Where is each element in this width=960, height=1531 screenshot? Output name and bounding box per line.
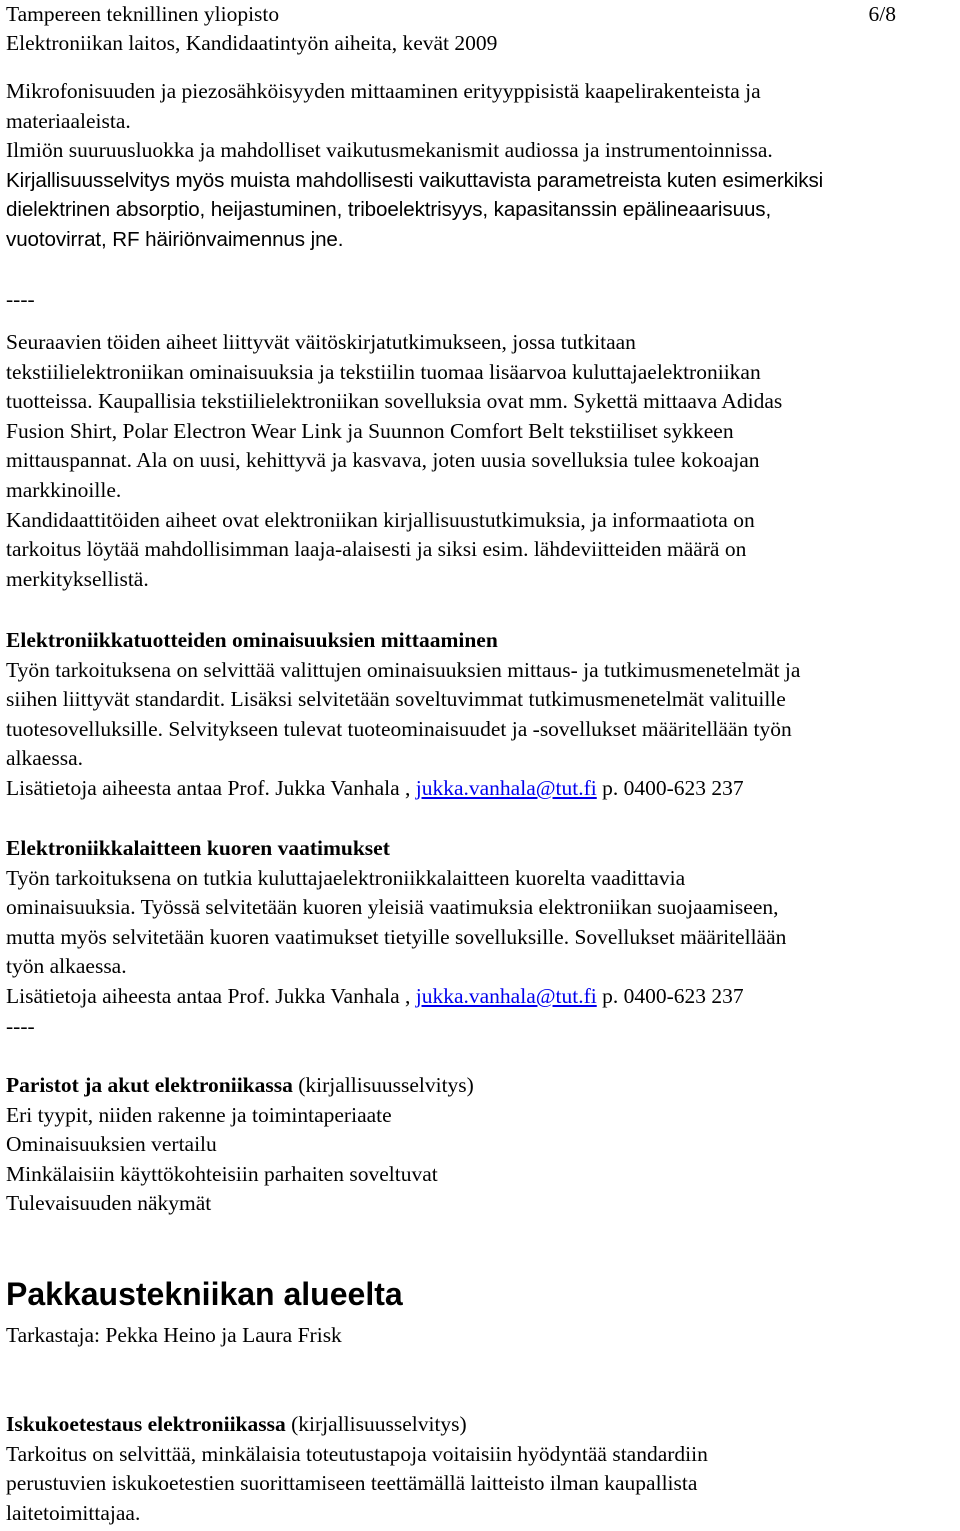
paragraph-line: Fusion Shirt, Polar Electron Wear Link ja Suunnon Comfort Belt tekstiiliset sykkeen — [6, 418, 734, 443]
phone-text: p. 0400-623 237 — [596, 775, 744, 800]
institution-name: Tampereen teknillinen yliopisto — [6, 2, 280, 26]
paragraph-line: alkaessa. — [6, 746, 84, 771]
microphone-topic — [6, 77, 823, 255]
paragraph-line: siihen liittyvät standardit. Lisäksi selvitetään soveltuvimmat tutkimusmenetelmät valituille — [6, 687, 786, 712]
paragraph-line: perustuvien iskukoetestien suorittamiseen teettämällä laitteisto ilman kaupallista — [6, 1471, 698, 1496]
separator: ---- — [6, 1013, 35, 1038]
contact-text: Lisätietoja aiheesta antaa Prof. Jukka Vanhala , — [6, 983, 416, 1008]
separator: ---- — [6, 287, 35, 311]
paragraph-line: Tarkoitus on selvittää, minkälaisia toteutustapoja voitaisiin hyödyntää standardiin — [6, 1441, 708, 1466]
paragraph-line: Kandidaattitöiden aiheet ovat elektroniikan kirjallisuustutkimuksia, ja informaatiota on — [6, 507, 755, 532]
topic-type: (kirjallisuusselvitys) — [285, 1412, 467, 1436]
paragraph-line: tarkoitus löytää mahdollisimman laaja-alaisesti ja siksi esim. lähdeviitteiden määrä on — [6, 537, 747, 562]
paragraph-line: merkityksellistä. — [6, 566, 149, 591]
topic-title: Paristot ja akut elektroniikassa — [6, 1073, 293, 1097]
intro-paragraph — [6, 328, 782, 594]
list-item: Ominaisuuksien vertailu — [6, 1132, 217, 1157]
paragraph-line: markkinoille. — [6, 477, 122, 502]
paragraph-line: Ilmiön suuruusluokka ja mahdolliset vaikutusmekanismit audiossa ja instrumentoinnissa. — [6, 138, 773, 163]
paragraph-line: Kirjallisuusselvitys myös muista mahdollisesti vaikuttavista parametreista kuten esimerkiksi — [6, 168, 824, 192]
reviewers-line: Tarkastaja: Pekka Heino ja Laura Frisk — [6, 1323, 342, 1347]
paragraph-line: Työn tarkoituksena on selvittää valittujen ominaisuuksien mittaus- ja tutkimusmenetelmät ja — [6, 657, 801, 682]
topic-title: Iskukoetestaus elektroniikassa — [6, 1412, 286, 1436]
paragraph-line: materiaaleista. — [6, 108, 131, 133]
contact-line — [6, 982, 786, 1012]
paragraph-line: laitetoimittajaa. — [6, 1500, 141, 1525]
topic-title: Elektroniikkalaitteen kuoren vaatimukset — [6, 836, 390, 860]
paragraph-line: tuotesovelluksille. Selvitykseen tulevat tuoteominaisuudet ja -sovellukset määritellään työn — [6, 716, 792, 741]
contact-text: Lisätietoja aiheesta antaa Prof. Jukka Vanhala , — [6, 775, 416, 800]
phone-text: p. 0400-623 237 — [596, 983, 744, 1008]
page-number: 6/8 — [868, 2, 896, 26]
list-item: Minkälaisiin käyttökohteisiin parhaiten soveltuvat — [6, 1161, 438, 1186]
paragraph-line: mittauspannat. Ala on uusi, kehittyvä ja kasvava, joten uusia sovelluksia tulee kokoajan — [6, 448, 760, 473]
list-item: Eri tyypit, niiden rakenne ja toimintaperiaate — [6, 1102, 392, 1127]
topic-properties — [6, 626, 800, 804]
email-link[interactable]: jukka.vanhala@tut.fi — [415, 775, 597, 800]
list-item: Tulevaisuuden näkymät — [6, 1191, 212, 1216]
topic-type: (kirjallisuusselvitys) — [292, 1073, 474, 1097]
topic-batteries — [6, 1071, 474, 1219]
paragraph-line: vuotovirrat, RF häiriönvaimennus jne. — [6, 227, 344, 251]
topic-title-line — [6, 1071, 474, 1101]
department-line: Elektroniikan laitos, Kandidaatintyön aiheita, kevät 2009 — [6, 31, 498, 55]
paragraph-line: Seuraavien töiden aiheet liittyvät väitöskirjatutkimukseen, jossa tutkitaan — [6, 330, 636, 354]
paragraph-line: Mikrofonisuuden ja piezosähköisyyden mittaaminen erityyppisistä kaapelirakenteista ja — [6, 79, 761, 103]
section-heading: Pakkaustekniikan alueelta — [6, 1276, 403, 1312]
paragraph-line: tuotteissa. Kaupallisia tekstiilielektroniikan sovelluksia ovat mm. Sykettä mittaava Adidas — [6, 389, 783, 414]
page-header — [6, 0, 958, 59]
topic-title-line — [6, 1410, 708, 1440]
paragraph-line: ominaisuuksia. Työssä selvitetään kuoren yleisiä vaatimuksia elektroniikan suojaamiseen, — [6, 895, 779, 920]
topic-shock-test — [6, 1410, 708, 1528]
paragraph-line: tekstiilielektroniikan ominaisuuksia ja tekstiilin tuomaa lisäarvoa kuluttajaelektroniikan — [6, 359, 761, 384]
contact-line — [6, 774, 800, 804]
paragraph-line: Työn tarkoituksena on tutkia kuluttajaelektroniikkalaitteen kuorelta vaadittavia — [6, 865, 686, 890]
topic-title: Elektroniikkatuotteiden ominaisuuksien mittaaminen — [6, 628, 498, 652]
email-link[interactable]: jukka.vanhala@tut.fi — [415, 983, 597, 1008]
paragraph-line: dielektrinen absorptio, heijastuminen, triboelektrisyys, kapasitanssin epälineaarisuus, — [6, 198, 772, 222]
paragraph-line: mutta myös selvitetään kuoren vaatimukset tietyille sovelluksille. Sovellukset määritellään — [6, 924, 787, 949]
paragraph-line: työn alkaessa. — [6, 954, 127, 979]
topic-enclosure — [6, 834, 786, 1041]
